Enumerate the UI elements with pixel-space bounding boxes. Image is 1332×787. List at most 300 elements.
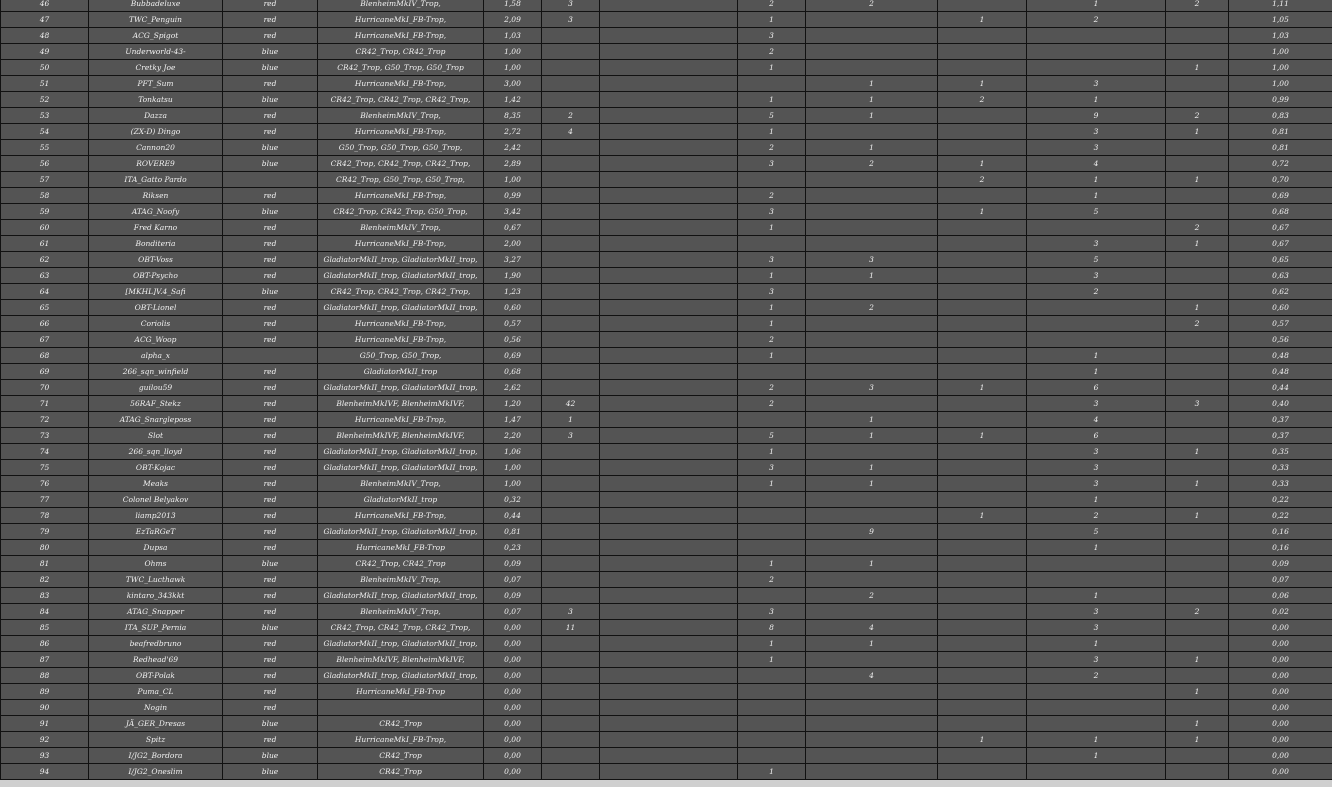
column-h-cell[interactable]: 2 [738,44,806,60]
row-number-cell[interactable]: 61 [1,236,89,252]
column-j-cell[interactable] [938,460,1027,476]
pilot-name-cell[interactable]: Ohms [89,556,223,572]
pilot-name-cell[interactable]: ITA_Gatto Pardo [89,172,223,188]
row-number-cell[interactable]: 48 [1,28,89,44]
column-g-cell[interactable] [600,540,738,556]
side-cell[interactable]: blue [223,60,318,76]
score-value-cell[interactable]: 2,09 [484,12,542,28]
pilot-name-cell[interactable]: (ZX-D) Dingo [89,124,223,140]
column-k-cell[interactable]: 1 [1027,348,1166,364]
pilot-name-cell[interactable]: OBT-Voss [89,252,223,268]
column-f-cell[interactable] [542,492,600,508]
row-number-cell[interactable]: 50 [1,60,89,76]
column-l-cell[interactable] [1166,524,1229,540]
column-h-cell[interactable]: 1 [738,268,806,284]
column-j-cell[interactable] [938,268,1027,284]
column-g-cell[interactable] [600,684,738,700]
column-i-cell[interactable] [806,172,938,188]
score-value-cell[interactable]: 3,42 [484,204,542,220]
aircraft-cell[interactable]: GladiatorMkII_trop, GladiatorMkII_trop, [318,444,484,460]
side-cell[interactable]: red [223,588,318,604]
pilot-name-cell[interactable]: 56RAF_Stekz [89,396,223,412]
score-value-cell[interactable]: 1,00 [484,44,542,60]
column-h-cell[interactable]: 1 [738,300,806,316]
aircraft-cell[interactable]: GladiatorMkII_trop [318,364,484,380]
column-l-cell[interactable] [1166,348,1229,364]
pilot-name-cell[interactable]: ROVERE9 [89,156,223,172]
aircraft-cell[interactable]: GladiatorMkII_trop, GladiatorMkII_trop, [318,300,484,316]
column-f-cell[interactable] [542,540,600,556]
aircraft-cell[interactable]: GladiatorMkII_trop [318,492,484,508]
column-g-cell[interactable] [600,764,738,780]
column-h-cell[interactable]: 5 [738,428,806,444]
column-i-cell[interactable]: 4 [806,620,938,636]
column-i-cell[interactable] [806,316,938,332]
column-i-cell[interactable]: 1 [806,428,938,444]
side-cell[interactable]: red [223,668,318,684]
column-j-cell[interactable] [938,524,1027,540]
column-h-cell[interactable]: 2 [738,140,806,156]
column-i-cell[interactable] [806,444,938,460]
column-i-cell[interactable] [806,700,938,716]
ratio-value-cell[interactable]: 1,00 [1229,44,1332,60]
column-k-cell[interactable]: 2 [1027,508,1166,524]
column-g-cell[interactable] [600,252,738,268]
column-k-cell[interactable] [1027,764,1166,780]
row-number-cell[interactable]: 93 [1,748,89,764]
ratio-value-cell[interactable]: 0,33 [1229,460,1332,476]
column-g-cell[interactable] [600,60,738,76]
column-g-cell[interactable] [600,700,738,716]
column-h-cell[interactable]: 1 [738,348,806,364]
column-k-cell[interactable]: 1 [1027,364,1166,380]
column-i-cell[interactable] [806,60,938,76]
side-cell[interactable]: blue [223,284,318,300]
aircraft-cell[interactable]: CR42_Trop, CR42_Trop [318,44,484,60]
score-value-cell[interactable]: 3,27 [484,252,542,268]
score-value-cell[interactable]: 1,00 [484,476,542,492]
row-number-cell[interactable]: 76 [1,476,89,492]
column-h-cell[interactable] [738,684,806,700]
column-i-cell[interactable]: 1 [806,636,938,652]
column-f-cell[interactable]: 42 [542,396,600,412]
column-k-cell[interactable]: 2 [1027,668,1166,684]
column-f-cell[interactable] [542,60,600,76]
ratio-value-cell[interactable]: 0,67 [1229,220,1332,236]
aircraft-cell[interactable]: CR42_Trop, CR42_Trop, CR42_Trop, [318,92,484,108]
score-value-cell[interactable]: 1,00 [484,172,542,188]
column-j-cell[interactable] [938,0,1027,12]
column-h-cell[interactable]: 1 [738,636,806,652]
column-i-cell[interactable]: 2 [806,300,938,316]
column-j-cell[interactable] [938,764,1027,780]
column-j-cell[interactable] [938,620,1027,636]
ratio-value-cell[interactable]: 0,35 [1229,444,1332,460]
column-j-cell[interactable] [938,668,1027,684]
row-number-cell[interactable]: 72 [1,412,89,428]
row-number-cell[interactable]: 91 [1,716,89,732]
aircraft-cell[interactable]: CR42_Trop, G50_Trop, G50_Trop, [318,172,484,188]
column-h-cell[interactable] [738,508,806,524]
column-f-cell[interactable] [542,588,600,604]
row-number-cell[interactable]: 69 [1,364,89,380]
column-k-cell[interactable]: 1 [1027,0,1166,12]
pilot-name-cell[interactable]: Underworld-43- [89,44,223,60]
column-l-cell[interactable] [1166,412,1229,428]
score-value-cell[interactable]: 1,58 [484,0,542,12]
side-cell[interactable]: red [223,492,318,508]
row-number-cell[interactable]: 58 [1,188,89,204]
row-number-cell[interactable]: 66 [1,316,89,332]
column-f-cell[interactable] [542,268,600,284]
ratio-value-cell[interactable]: 1,11 [1229,0,1332,12]
pilot-name-cell[interactable]: OBT-Lionel [89,300,223,316]
column-h-cell[interactable]: 2 [738,572,806,588]
column-j-cell[interactable] [938,540,1027,556]
ratio-value-cell[interactable]: 0,62 [1229,284,1332,300]
column-i-cell[interactable] [806,236,938,252]
aircraft-cell[interactable]: HurricaneMkI_FB-Trop, [318,316,484,332]
score-value-cell[interactable]: 2,72 [484,124,542,140]
score-value-cell[interactable]: 0,00 [484,684,542,700]
column-j-cell[interactable] [938,316,1027,332]
column-h-cell[interactable] [738,76,806,92]
column-h-cell[interactable] [738,588,806,604]
ratio-value-cell[interactable]: 0,57 [1229,316,1332,332]
column-h-cell[interactable]: 3 [738,204,806,220]
ratio-value-cell[interactable]: 0,00 [1229,652,1332,668]
row-number-cell[interactable]: 87 [1,652,89,668]
column-i-cell[interactable] [806,364,938,380]
column-k-cell[interactable]: 6 [1027,428,1166,444]
column-l-cell[interactable] [1166,572,1229,588]
column-j-cell[interactable]: 1 [938,380,1027,396]
column-l-cell[interactable] [1166,92,1229,108]
column-g-cell[interactable] [600,0,738,12]
column-k-cell[interactable] [1027,220,1166,236]
column-j-cell[interactable] [938,284,1027,300]
aircraft-cell[interactable]: CR42_Trop, CR42_Trop, CR42_Trop, [318,620,484,636]
column-k-cell[interactable] [1027,572,1166,588]
side-cell[interactable] [223,348,318,364]
column-h-cell[interactable]: 3 [738,252,806,268]
pilot-name-cell[interactable]: OBT-Polak [89,668,223,684]
side-cell[interactable]: red [223,0,318,12]
aircraft-cell[interactable]: BlenheimMkIVF, BlenheimMkIVF, [318,652,484,668]
column-g-cell[interactable] [600,28,738,44]
aircraft-cell[interactable]: HurricaneMkI_FB-Trop, [318,236,484,252]
score-value-cell[interactable]: 0,99 [484,188,542,204]
side-cell[interactable]: red [223,108,318,124]
pilot-name-cell[interactable]: Tonkatsu [89,92,223,108]
score-value-cell[interactable]: 0,00 [484,636,542,652]
column-l-cell[interactable]: 1 [1166,732,1229,748]
side-cell[interactable]: red [223,444,318,460]
column-l-cell[interactable] [1166,748,1229,764]
pilot-name-cell[interactable]: Dupsa [89,540,223,556]
column-l-cell[interactable] [1166,44,1229,60]
column-i-cell[interactable] [806,508,938,524]
column-j-cell[interactable]: 1 [938,204,1027,220]
column-l-cell[interactable]: 1 [1166,236,1229,252]
column-f-cell[interactable] [542,668,600,684]
column-f-cell[interactable] [542,764,600,780]
column-l-cell[interactable]: 2 [1166,108,1229,124]
column-l-cell[interactable] [1166,156,1229,172]
column-k-cell[interactable]: 5 [1027,204,1166,220]
aircraft-cell[interactable]: CR42_Trop, CR42_Trop [318,556,484,572]
column-h-cell[interactable]: 1 [738,444,806,460]
column-i-cell[interactable]: 1 [806,108,938,124]
column-k-cell[interactable]: 3 [1027,76,1166,92]
score-value-cell[interactable]: 0,69 [484,348,542,364]
column-j-cell[interactable] [938,252,1027,268]
column-i-cell[interactable] [806,44,938,60]
row-number-cell[interactable]: 88 [1,668,89,684]
side-cell[interactable]: red [223,316,318,332]
column-f-cell[interactable]: 1 [542,412,600,428]
row-number-cell[interactable]: 79 [1,524,89,540]
column-f-cell[interactable]: 3 [542,604,600,620]
column-f-cell[interactable] [542,444,600,460]
side-cell[interactable]: blue [223,156,318,172]
row-number-cell[interactable]: 73 [1,428,89,444]
column-f-cell[interactable] [542,652,600,668]
ratio-value-cell[interactable]: 0,44 [1229,380,1332,396]
score-value-cell[interactable]: 0,07 [484,572,542,588]
column-h-cell[interactable] [738,716,806,732]
side-cell[interactable]: red [223,652,318,668]
column-k-cell[interactable]: 4 [1027,156,1166,172]
column-g-cell[interactable] [600,460,738,476]
ratio-value-cell[interactable]: 0,70 [1229,172,1332,188]
column-g-cell[interactable] [600,492,738,508]
column-g-cell[interactable] [600,716,738,732]
pilot-name-cell[interactable]: I/JG2_Oneslim [89,764,223,780]
pilot-name-cell[interactable]: OBT-Kojac [89,460,223,476]
column-k-cell[interactable]: 5 [1027,252,1166,268]
column-j-cell[interactable] [938,348,1027,364]
row-number-cell[interactable]: 92 [1,732,89,748]
column-i-cell[interactable]: 1 [806,460,938,476]
column-f-cell[interactable] [542,44,600,60]
ratio-value-cell[interactable]: 0,00 [1229,700,1332,716]
score-value-cell[interactable]: 0,07 [484,604,542,620]
side-cell[interactable]: blue [223,716,318,732]
ratio-value-cell[interactable]: 0,56 [1229,332,1332,348]
side-cell[interactable]: blue [223,140,318,156]
column-k-cell[interactable]: 1 [1027,732,1166,748]
column-l-cell[interactable]: 2 [1166,220,1229,236]
column-g-cell[interactable] [600,748,738,764]
column-h-cell[interactable] [738,364,806,380]
aircraft-cell[interactable]: GladiatorMkII_trop, GladiatorMkII_trop, [318,252,484,268]
column-i-cell[interactable] [806,572,938,588]
ratio-value-cell[interactable]: 0,22 [1229,492,1332,508]
column-f-cell[interactable] [542,140,600,156]
column-j-cell[interactable] [938,636,1027,652]
side-cell[interactable]: red [223,364,318,380]
column-j-cell[interactable] [938,684,1027,700]
pilot-name-cell[interactable]: Bonditeria [89,236,223,252]
column-h-cell[interactable] [738,748,806,764]
ratio-value-cell[interactable]: 0,00 [1229,764,1332,780]
column-l-cell[interactable] [1166,188,1229,204]
row-number-cell[interactable]: 94 [1,764,89,780]
aircraft-cell[interactable]: HurricaneMkI_FB-Trop [318,540,484,556]
side-cell[interactable]: red [223,412,318,428]
ratio-value-cell[interactable]: 1,05 [1229,12,1332,28]
column-k-cell[interactable]: 1 [1027,748,1166,764]
column-i-cell[interactable] [806,652,938,668]
column-k-cell[interactable] [1027,716,1166,732]
score-value-cell[interactable]: 0,00 [484,620,542,636]
row-number-cell[interactable]: 68 [1,348,89,364]
column-l-cell[interactable] [1166,268,1229,284]
column-l-cell[interactable]: 1 [1166,652,1229,668]
aircraft-cell[interactable]: BlenheimMkIV_Trop, [318,0,484,12]
column-k-cell[interactable]: 3 [1027,268,1166,284]
aircraft-cell[interactable]: HurricaneMkI_FB-Trop, [318,732,484,748]
side-cell[interactable]: red [223,540,318,556]
row-number-cell[interactable]: 47 [1,12,89,28]
column-k-cell[interactable]: 5 [1027,524,1166,540]
side-cell[interactable]: red [223,188,318,204]
column-l-cell[interactable] [1166,204,1229,220]
ratio-value-cell[interactable]: 0,81 [1229,140,1332,156]
pilot-name-cell[interactable]: Riksen [89,188,223,204]
column-l-cell[interactable] [1166,588,1229,604]
column-h-cell[interactable]: 1 [738,124,806,140]
aircraft-cell[interactable]: BlenheimMkIVF, BlenheimMkIVF, [318,428,484,444]
aircraft-cell[interactable]: HurricaneMkI_FB-Trop, [318,124,484,140]
column-i-cell[interactable]: 4 [806,668,938,684]
column-h-cell[interactable] [738,700,806,716]
aircraft-cell[interactable]: GladiatorMkII_trop, GladiatorMkII_trop, [318,668,484,684]
column-i-cell[interactable] [806,396,938,412]
row-number-cell[interactable]: 83 [1,588,89,604]
column-j-cell[interactable] [938,556,1027,572]
column-h-cell[interactable]: 3 [738,460,806,476]
score-value-cell[interactable]: 3,00 [484,76,542,92]
column-h-cell[interactable]: 1 [738,764,806,780]
score-value-cell[interactable]: 0,56 [484,332,542,348]
column-j-cell[interactable] [938,700,1027,716]
column-i-cell[interactable]: 1 [806,76,938,92]
column-g-cell[interactable] [600,92,738,108]
column-i-cell[interactable] [806,684,938,700]
column-i-cell[interactable]: 1 [806,476,938,492]
column-h-cell[interactable]: 1 [738,476,806,492]
column-f-cell[interactable] [542,92,600,108]
column-i-cell[interactable] [806,332,938,348]
row-number-cell[interactable]: 55 [1,140,89,156]
score-value-cell[interactable]: 0,00 [484,668,542,684]
ratio-value-cell[interactable]: 1,03 [1229,28,1332,44]
column-g-cell[interactable] [600,236,738,252]
side-cell[interactable]: blue [223,92,318,108]
column-i-cell[interactable]: 2 [806,0,938,12]
column-f-cell[interactable] [542,748,600,764]
column-k-cell[interactable]: 3 [1027,652,1166,668]
side-cell[interactable]: red [223,508,318,524]
pilot-name-cell[interactable]: OBT-Psycho [89,268,223,284]
ratio-value-cell[interactable]: 0,07 [1229,572,1332,588]
ratio-value-cell[interactable]: 0,00 [1229,620,1332,636]
column-l-cell[interactable]: 3 [1166,396,1229,412]
score-value-cell[interactable]: 1,90 [484,268,542,284]
score-value-cell[interactable]: 1,23 [484,284,542,300]
ratio-value-cell[interactable]: 0,83 [1229,108,1332,124]
ratio-value-cell[interactable]: 0,40 [1229,396,1332,412]
column-f-cell[interactable]: 3 [542,428,600,444]
column-f-cell[interactable] [542,28,600,44]
score-value-cell[interactable]: 8,35 [484,108,542,124]
column-i-cell[interactable]: 3 [806,380,938,396]
side-cell[interactable]: red [223,220,318,236]
score-value-cell[interactable]: 0,00 [484,652,542,668]
column-l-cell[interactable] [1166,700,1229,716]
column-k-cell[interactable]: 4 [1027,412,1166,428]
pilot-name-cell[interactable]: liamp2013 [89,508,223,524]
column-i-cell[interactable] [806,124,938,140]
column-l-cell[interactable] [1166,540,1229,556]
column-i-cell[interactable]: 1 [806,140,938,156]
column-k-cell[interactable]: 6 [1027,380,1166,396]
ratio-value-cell[interactable]: 0,68 [1229,204,1332,220]
column-i-cell[interactable] [806,748,938,764]
column-l-cell[interactable] [1166,636,1229,652]
column-h-cell[interactable]: 1 [738,12,806,28]
column-f-cell[interactable] [542,188,600,204]
column-l-cell[interactable]: 1 [1166,444,1229,460]
column-i-cell[interactable]: 1 [806,412,938,428]
side-cell[interactable]: blue [223,620,318,636]
side-cell[interactable] [223,172,318,188]
column-f-cell[interactable] [542,300,600,316]
column-k-cell[interactable]: 3 [1027,396,1166,412]
side-cell[interactable]: red [223,12,318,28]
column-j-cell[interactable] [938,188,1027,204]
column-h-cell[interactable]: 1 [738,316,806,332]
ratio-value-cell[interactable]: 0,72 [1229,156,1332,172]
column-g-cell[interactable] [600,12,738,28]
side-cell[interactable]: red [223,604,318,620]
column-f-cell[interactable] [542,380,600,396]
column-h-cell[interactable]: 1 [738,556,806,572]
column-l-cell[interactable]: 1 [1166,300,1229,316]
side-cell[interactable]: red [223,572,318,588]
pilot-name-cell[interactable]: Puma_CL [89,684,223,700]
column-j-cell[interactable] [938,140,1027,156]
column-i-cell[interactable] [806,764,938,780]
column-g-cell[interactable] [600,572,738,588]
column-i-cell[interactable] [806,348,938,364]
column-f-cell[interactable] [542,700,600,716]
ratio-value-cell[interactable]: 0,00 [1229,668,1332,684]
column-j-cell[interactable] [938,748,1027,764]
column-i-cell[interactable] [806,28,938,44]
aircraft-cell[interactable]: BlenheimMkIV_Trop, [318,476,484,492]
column-h-cell[interactable]: 3 [738,284,806,300]
column-h-cell[interactable] [738,732,806,748]
column-j-cell[interactable]: 1 [938,76,1027,92]
side-cell[interactable]: red [223,732,318,748]
side-cell[interactable]: red [223,252,318,268]
aircraft-cell[interactable]: HurricaneMkI_FB-Trop, [318,12,484,28]
column-l-cell[interactable] [1166,140,1229,156]
score-value-cell[interactable]: 2,89 [484,156,542,172]
